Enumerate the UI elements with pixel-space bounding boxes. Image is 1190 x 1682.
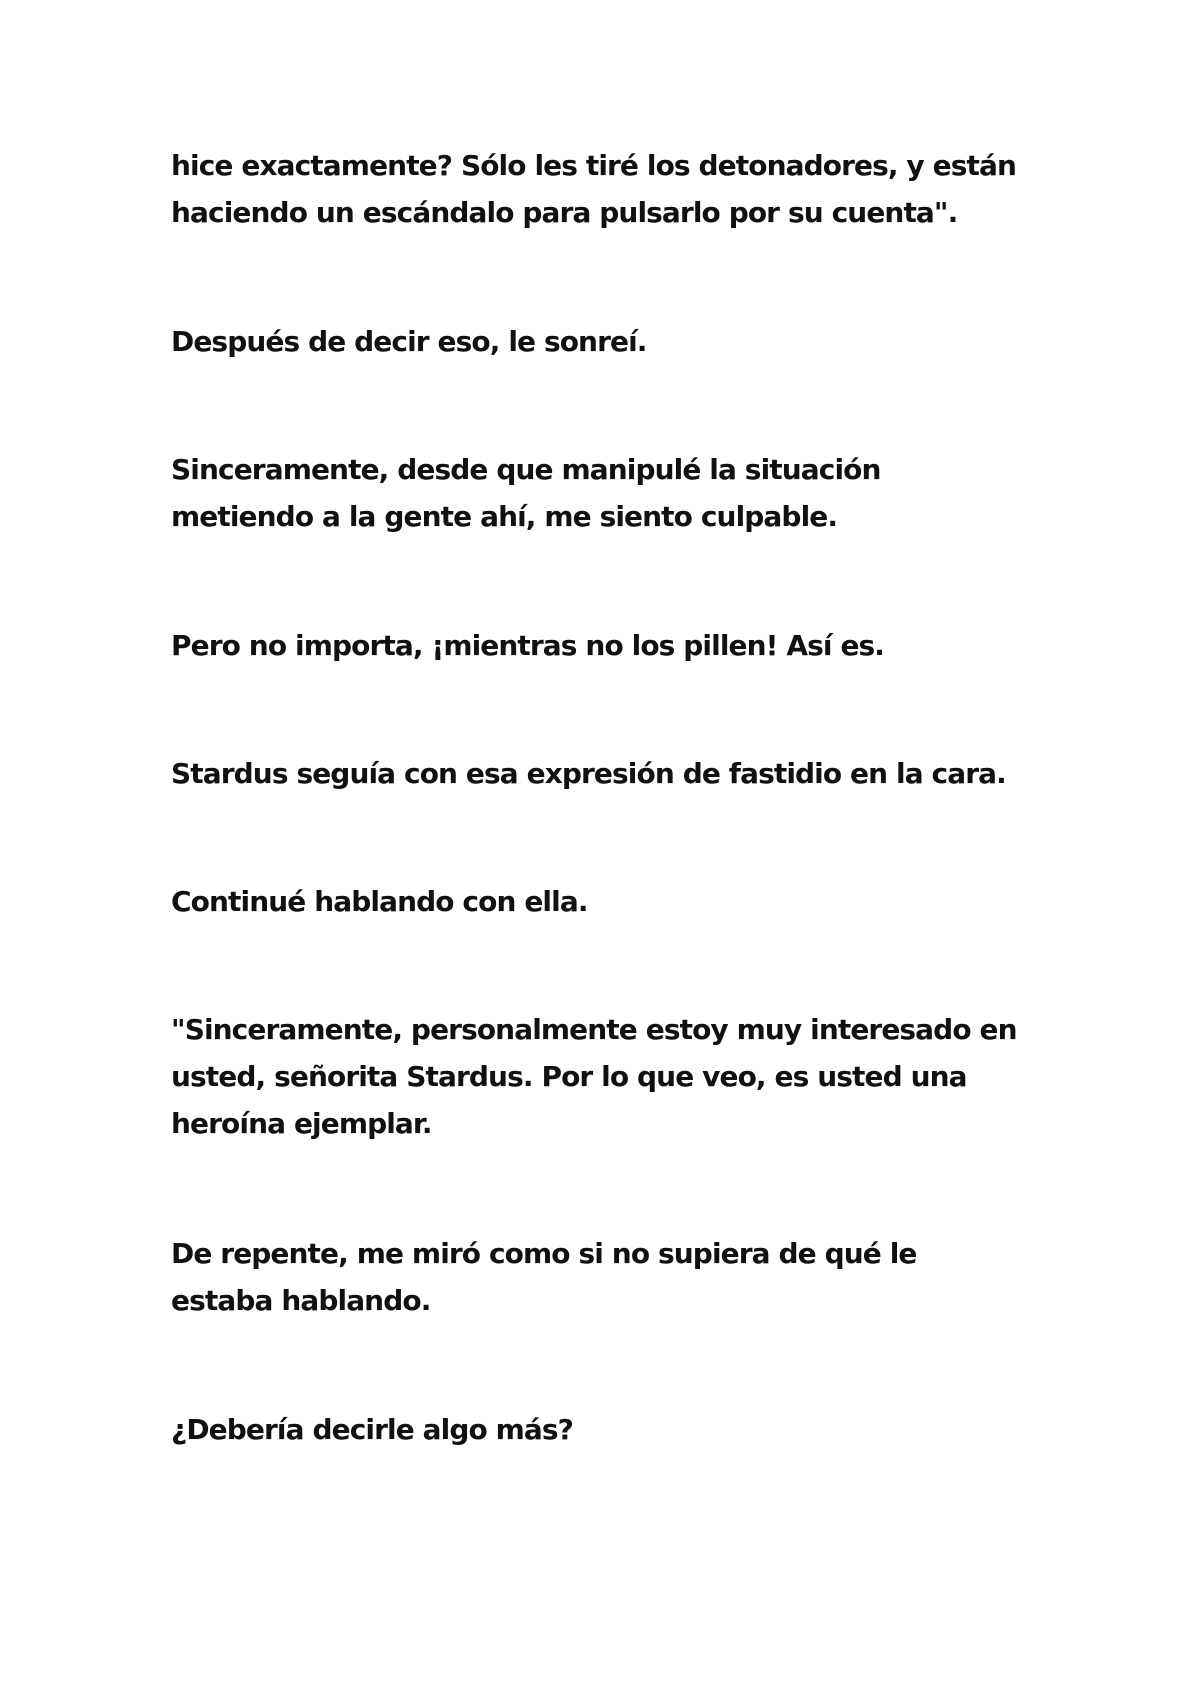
- paragraph-4: Pero no importa, ¡mientras no los pillen! Así es.: [171, 629, 885, 662]
- paragraph-9: ¿Debería decirle algo más?: [171, 1413, 574, 1446]
- paragraph-1: hice exactamente? Sólo les tiré los detonadores, y están haciendo un escándalo para pulsarlo por su cuenta".: [171, 149, 1016, 229]
- paragraph-5: Stardus seguía con esa expresión de fastidio en la cara.: [171, 757, 1006, 790]
- paragraph-3: Sinceramente, desde que manipulé la situación metiendo a la gente ahí, me siento culpable.: [171, 453, 881, 533]
- paragraph-6: Continué hablando con ella.: [171, 885, 588, 918]
- paragraph-7: "Sinceramente, personalmente estoy muy interesado en usted, señorita Stardus. Por lo que veo, es usted una heroína ejemplar.: [171, 1013, 1017, 1140]
- paragraph-2: Después de decir eso, le sonreí.: [171, 325, 647, 358]
- paragraph-8: De repente, me miró como si no supiera de qué le estaba hablando.: [171, 1237, 917, 1317]
